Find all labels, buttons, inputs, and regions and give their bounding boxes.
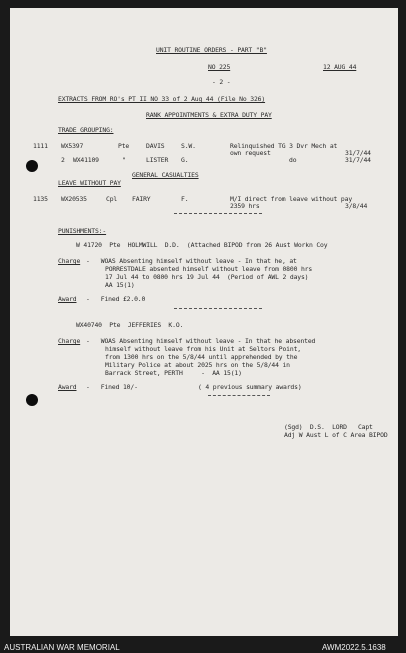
row-initials: S.W.	[181, 142, 196, 150]
punch-hole	[26, 394, 38, 406]
footer-reference: AWM2022.5.1638	[322, 643, 386, 652]
row-initials: G.	[181, 156, 189, 164]
divider	[174, 213, 262, 214]
signature-title: Adj W Aust L of C Area BIPOD	[284, 431, 388, 439]
leave-without-pay-heading: LEAVE WITHOUT PAY	[58, 179, 121, 187]
case2-award: - Fined 10/-	[86, 383, 138, 391]
row-reg: WX5397	[61, 142, 84, 150]
case1-charge-line: - WOAS Absenting himself without leave - In that he, at	[86, 257, 297, 265]
row-date: 3/8/44	[345, 202, 368, 210]
row-name: LISTER	[146, 156, 169, 164]
order-date: 12 AUG 44	[323, 63, 357, 71]
case2-charge-line: himself without leave from his Unit at Seltors Point,	[105, 345, 301, 353]
row-rank: Cpl	[106, 195, 118, 203]
trade-grouping-heading: TRADE GROUPING:	[58, 126, 114, 134]
row-initials: F.	[181, 195, 189, 203]
row-no: 2	[61, 156, 65, 164]
order-number: NO 225	[208, 63, 231, 71]
row-note-2: own request	[230, 149, 271, 157]
row-time: 2359 hrs	[230, 202, 260, 210]
row-note: Relinquished TG 3 Dvr Mech at	[230, 142, 338, 150]
divider	[208, 395, 270, 396]
row-reg: WX41109	[73, 156, 99, 164]
case1-charge-line: AA 15(1)	[105, 281, 135, 289]
page-number: - 2 -	[212, 78, 231, 86]
punch-hole	[26, 160, 38, 172]
row-note: M/I direct from leave without pay	[230, 195, 353, 203]
case1-award-label: Award	[58, 295, 77, 303]
case1-charge-label: Charge	[58, 257, 81, 265]
signature-name: (Sgd) D.S. LORD Capt	[284, 423, 373, 431]
row-date: 31/7/44	[345, 156, 371, 164]
section-heading: RANK APPOINTMENTS & EXTRA DUTY PAY	[146, 111, 272, 119]
row-rank: "	[122, 156, 126, 164]
row-rank: Pte	[118, 142, 130, 150]
divider	[174, 308, 262, 309]
case1-charge-line: 17 Jul 44 to 0800 hrs 19 Jul 44 (Period of AWL 2 days)	[105, 273, 309, 281]
order-title: UNIT ROUTINE ORDERS - PART "B"	[156, 46, 267, 54]
general-casualties-heading: GENERAL CASUALTIES	[132, 171, 199, 179]
row-name: DAVIS	[146, 142, 165, 150]
case2-charge-line: - WOAS Absenting himself without leave - In that he absented	[86, 337, 316, 345]
case2-charge-line: Barrack Street, PERTH - AA 15(1)	[105, 369, 242, 377]
row-note: do	[289, 156, 297, 164]
row-name: FAIRY	[132, 195, 151, 203]
row-no: 1135	[33, 195, 48, 203]
row-no: 1111	[33, 142, 48, 150]
case2-award-note: ( 4 previous summary awards)	[198, 383, 302, 391]
row-reg: WX20535	[61, 195, 87, 203]
case1-person: W 41720 Pte HOLMWILL D.D. (Attached BIPOD from 26 Aust Workn Coy	[76, 241, 328, 249]
extracts-line: EXTRACTS FROM RO's PT II NO 33 of 2 Aug 44 (File No 326)	[58, 95, 266, 103]
case2-award-label: Award	[58, 383, 77, 391]
case1-charge-line: PORRESTDALE absented himself without leave from 0800 hrs	[105, 265, 313, 273]
punishments-heading: PUNISHMENTS:-	[58, 227, 107, 235]
case2-charge-line: Military Police at about 2025 hrs on the 5/8/44 in	[105, 361, 290, 369]
footer-credit: AUSTRALIAN WAR MEMORIAL	[4, 643, 120, 652]
case2-person: WX40740 Pte JEFFERIES K.O.	[76, 321, 184, 329]
case2-charge-line: from 1300 hrs on the 5/8/44 until apprehended by the	[105, 353, 298, 361]
row-date: 31/7/44	[345, 149, 371, 157]
case1-award: - Fined £2.0.0	[86, 295, 146, 303]
case2-charge-label: Charge	[58, 337, 81, 345]
